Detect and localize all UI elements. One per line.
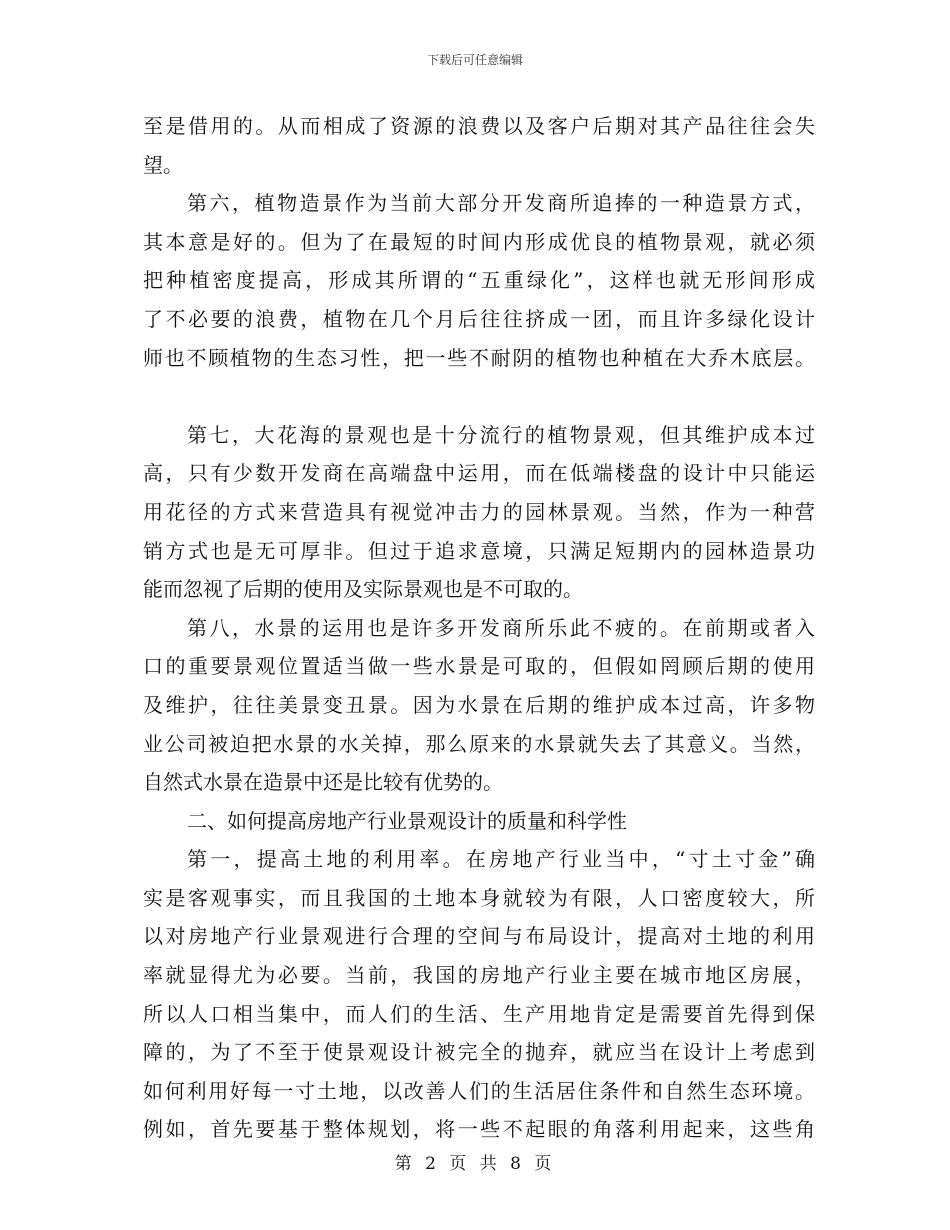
paragraph-start: 第七，大花海的景观也是十分流行的植物景观，但其维护成本过 — [187, 422, 815, 447]
text-line: 用花径的方式来营造具有视觉冲击力的园林景观。当然，作为一种营 — [143, 499, 815, 524]
text-line: 例如，首先要基于整体规划，将一些不起眼的角落利用起来，这些角 — [143, 1117, 815, 1142]
text-line: 把种植密度提高，形成其所谓的“五重绿化”，这样也就无形间形成 — [143, 268, 815, 293]
section-heading: 二、如何提高房地产行业景观设计的质量和科学性 — [187, 808, 627, 833]
text-line: 了不必要的浪费，植物在几个月后往往挤成一团，而且许多绿化设计 — [143, 306, 815, 331]
page-header: 下载后可任意编辑 — [426, 53, 523, 67]
text-line: 所以人口相当集中，而人们的生活、生产用地肯定是需要首先得到保 — [143, 1001, 815, 1026]
paragraph-start: 第八，水景的运用也是许多开发商所乐此不疲的。在前期或者入 — [187, 615, 815, 640]
text-line: 望。 — [143, 152, 183, 177]
text-line: 率就显得尤为必要。当前，我国的房地产行业主要在城市地区房展， — [143, 963, 815, 988]
text-line: 实是客观事实，而且我国的土地本身就较为有限，人口密度较大，所 — [143, 885, 815, 910]
text-line: 高，只有少数开发商在高端盘中运用，而在低端楼盘的设计中只能运 — [143, 461, 815, 486]
text-line: 口的重要景观位置适当做一些水景是可取的，但假如罔顾后期的使用 — [143, 654, 815, 679]
text-line: 师也不顾植物的生态习性，把一些不耐阴的植物也种植在大乔木底层。 — [143, 345, 815, 370]
text-line: 及维护，往往美景变丑景。因为水景在后期的维护成本过高，许多物 — [143, 692, 815, 717]
text-line: 其本意是好的。但为了在最短的时间内形成优良的植物景观，就必须 — [143, 229, 815, 254]
paragraph-gap — [143, 377, 815, 416]
text-line: 自然式水景在造景中还是比较有优势的。 — [143, 770, 503, 795]
text-line: 能而忽视了后期的使用及实际景观也是不可取的。 — [143, 577, 583, 602]
text-line: 销方式也是无可厚非。但过于追求意境，只满足短期内的园林造景功 — [143, 538, 815, 563]
text-line: 以对房地产行业景观进行合理的空间与布局设计，提高对土地的利用 — [143, 924, 815, 949]
text-line: 如何利用好每一寸土地，以改善人们的生活居住条件和自然生态环境。 — [143, 1078, 815, 1103]
text-line: 业公司被迫把水景的水关掉，那么原来的水景就失去了其意义。当然， — [143, 731, 815, 756]
text-line: 至是借用的。从而相成了资源的浪费以及客户后期对其产品往往会失 — [143, 114, 815, 138]
document-body — [143, 107, 815, 1149]
page-number: 第 2 页 共 8 页 — [394, 1154, 556, 1174]
paragraph-start: 第一，提高土地的利用率。在房地产行业当中，“寸土寸金”确 — [187, 847, 815, 872]
text-line: 障的，为了不至于使景观设计被完全的抛弃，就应当在设计上考虑到 — [143, 1040, 815, 1065]
paragraph-start: 第六，植物造景作为当前大部分开发商所追捧的一种造景方式， — [187, 191, 815, 216]
